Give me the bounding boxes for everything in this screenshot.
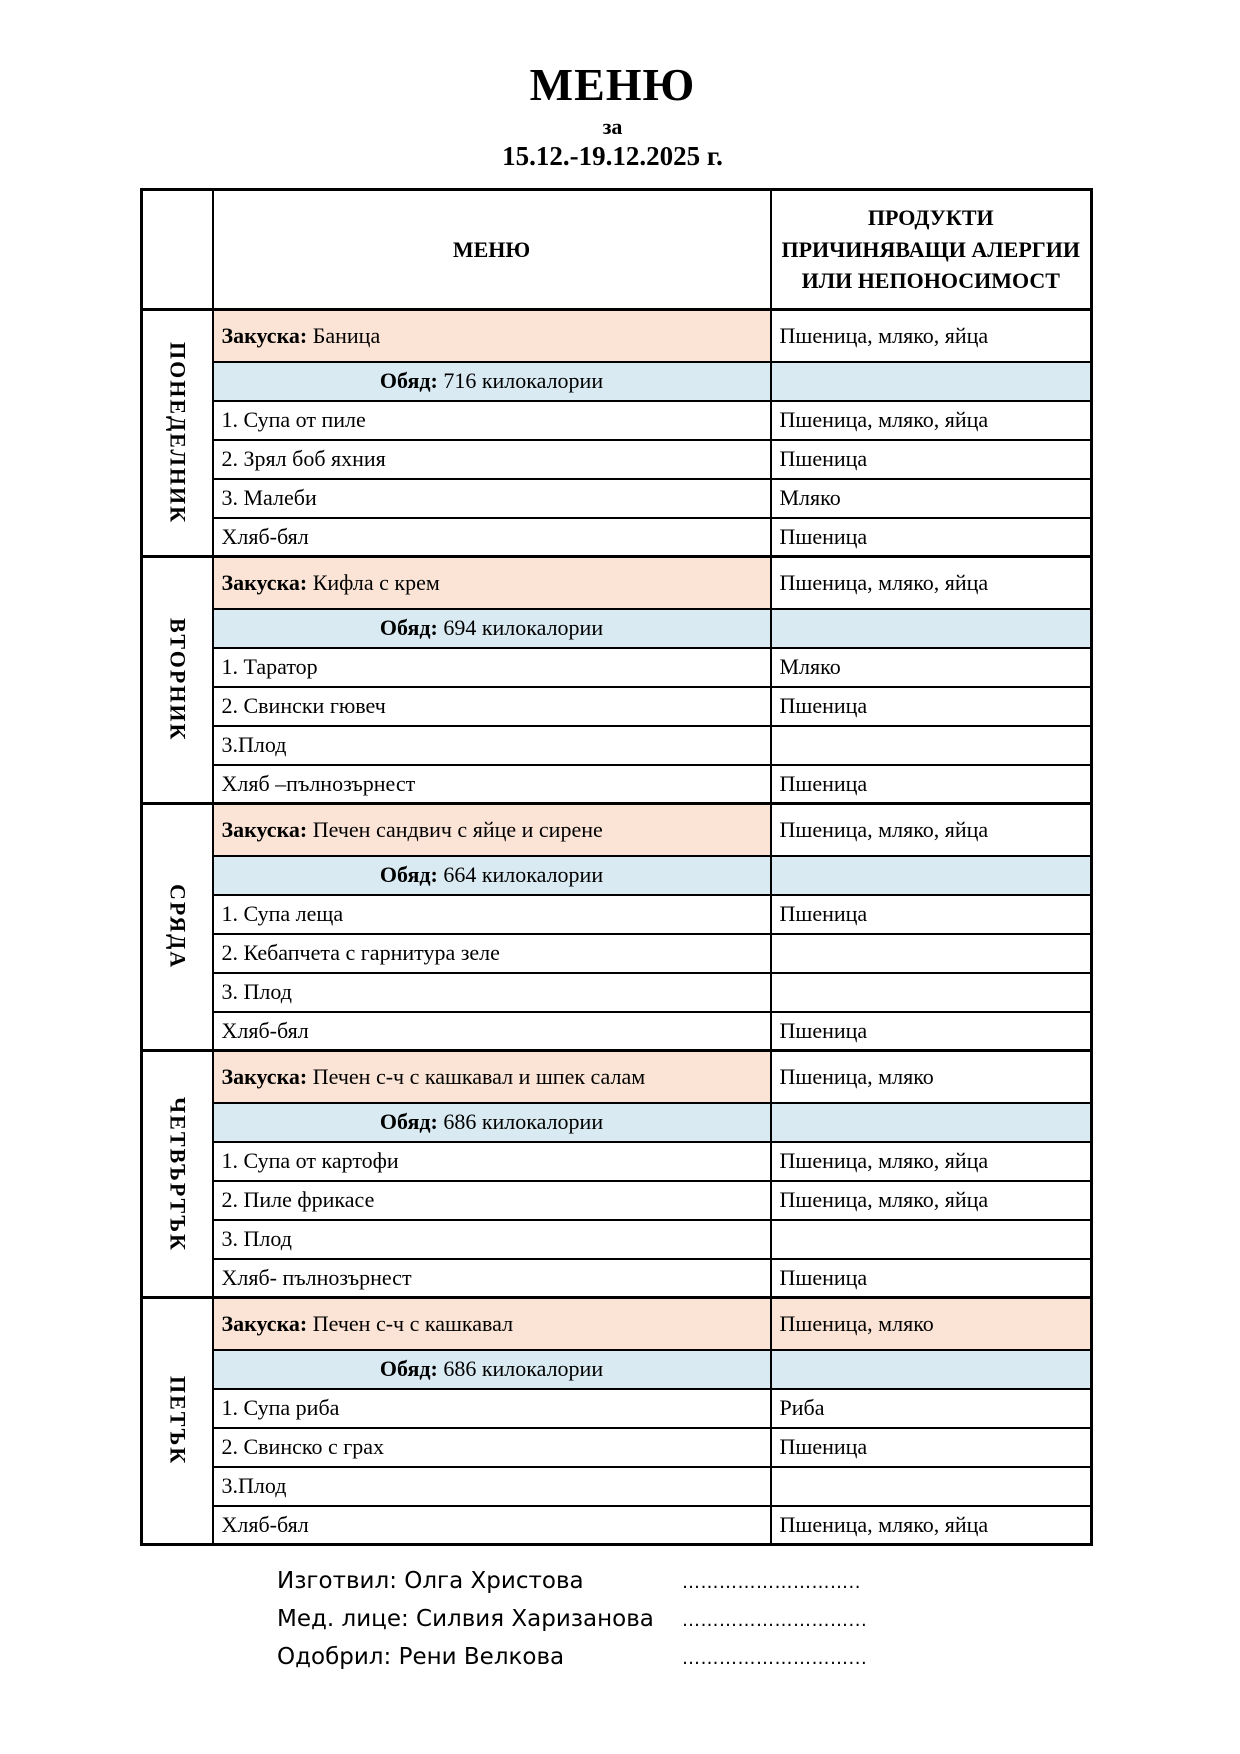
menu-item-row bbox=[142, 973, 1092, 1012]
menu-item-row bbox=[142, 479, 1092, 518]
lunch-allergens-cell bbox=[771, 1350, 1092, 1389]
menu-item-row bbox=[142, 1467, 1092, 1506]
lunch-text: 694 килокалории bbox=[443, 615, 604, 640]
menu-item-row bbox=[142, 934, 1092, 973]
breakfast-label: Закуска: bbox=[221, 816, 308, 842]
day-label: ВТОРНИК bbox=[165, 618, 191, 742]
lunch-label: Обяд: bbox=[379, 1356, 438, 1381]
breakfast-cell bbox=[213, 557, 771, 609]
breakfast-cell bbox=[213, 804, 771, 856]
item-allergens-cell: Мляко bbox=[771, 648, 1092, 687]
day-lunch-row bbox=[142, 856, 1092, 895]
breakfast-label: Закуска: bbox=[221, 1063, 308, 1089]
day-breakfast-row bbox=[142, 1298, 1092, 1350]
menu-item-cell: 2. Кебапчета с гарнитура зеле bbox=[213, 934, 771, 973]
item-allergens-cell: Пшеница, мляко, яйца bbox=[771, 1142, 1092, 1181]
breakfast-allergens-cell: Пшеница, мляко, яйца bbox=[771, 804, 1092, 856]
item-allergens-cell: Риба bbox=[771, 1389, 1092, 1428]
day-label: ПОНЕДЕЛНИК bbox=[165, 341, 191, 525]
menu-item-row bbox=[142, 1181, 1092, 1220]
breakfast-text: Печен с-ч с кашкавал и шпек салам bbox=[312, 1063, 646, 1089]
menu-item-row bbox=[142, 401, 1092, 440]
signature-row-medical-person bbox=[277, 1606, 867, 1644]
lunch-cell bbox=[213, 1103, 771, 1142]
breakfast-label: Закуска: bbox=[221, 569, 308, 595]
menu-item-cell: 3. Плод bbox=[213, 973, 771, 1012]
menu-item-row bbox=[142, 1012, 1092, 1051]
page-title: МЕНЮ bbox=[529, 59, 696, 110]
item-allergens-cell bbox=[771, 973, 1092, 1012]
menu-item-cell: 1. Супа от пиле bbox=[213, 401, 771, 440]
day-lunch-row bbox=[142, 362, 1092, 401]
day-label: СРЯДА bbox=[165, 884, 191, 970]
allergen-header-line: ПРИЧИНЯВАЩИ АЛЕРГИИ bbox=[781, 236, 1080, 262]
menu-item-row bbox=[142, 1259, 1092, 1298]
lunch-label: Обяд: bbox=[379, 1109, 438, 1134]
menu-item-cell: 1. Супа риба bbox=[213, 1389, 771, 1428]
lunch-text: 686 килокалории bbox=[443, 1109, 604, 1134]
menu-item-row bbox=[142, 1142, 1092, 1181]
lunch-label: Обяд: bbox=[379, 615, 438, 640]
allergen-header-line: ИЛИ НЕПОНОСИМОСТ bbox=[801, 268, 1060, 294]
menu-item-cell: Хляб –пълнозърнест bbox=[213, 765, 771, 804]
menu-item-cell: Хляб- пълнозърнест bbox=[213, 1259, 771, 1298]
signature-label: Одобрил: Рени Велкова bbox=[277, 1644, 565, 1670]
menu-item-cell: 2. Свинско с грах bbox=[213, 1428, 771, 1467]
lunch-label: Обяд: bbox=[379, 862, 438, 887]
menu-item-cell: 3.Плод bbox=[213, 726, 771, 765]
menu-item-cell: Хляб-бял bbox=[213, 1506, 771, 1545]
item-allergens-cell: Пшеница bbox=[771, 1428, 1092, 1467]
menu-item-row bbox=[142, 1506, 1092, 1545]
lunch-allergens-cell bbox=[771, 609, 1092, 648]
menu-item-cell: 2. Пиле фрикасе bbox=[213, 1181, 771, 1220]
day-cell bbox=[142, 804, 213, 1051]
signature-label: Мед. лице: Силвия Харизанова bbox=[277, 1606, 654, 1632]
menu-item-row bbox=[142, 518, 1092, 557]
breakfast-allergens-cell: Пшеница, мляко, яйца bbox=[771, 310, 1092, 362]
signature-row-approved-by bbox=[277, 1644, 867, 1682]
lunch-allergens-cell bbox=[771, 1103, 1092, 1142]
menu-item-cell: 1. Супа леща bbox=[213, 895, 771, 934]
item-allergens-cell bbox=[771, 726, 1092, 765]
lunch-text: 716 килокалории bbox=[443, 368, 604, 393]
lunch-cell bbox=[213, 609, 771, 648]
day-cell bbox=[142, 1298, 213, 1545]
breakfast-allergens-cell: Пшеница, мляко, яйца bbox=[771, 557, 1092, 609]
menu-item-row bbox=[142, 687, 1092, 726]
corner-cell bbox=[142, 190, 213, 310]
weekly-menu-table bbox=[140, 188, 1093, 1546]
lunch-cell bbox=[213, 856, 771, 895]
day-label: ЧЕТВЪРТЪК bbox=[165, 1096, 191, 1252]
menu-item-row bbox=[142, 895, 1092, 934]
menu-item-cell: 1. Супа от картофи bbox=[213, 1142, 771, 1181]
menu-item-row bbox=[142, 1428, 1092, 1467]
title-subtext: за bbox=[602, 113, 623, 139]
day-cell bbox=[142, 310, 213, 557]
day-label: ПЕТЪК bbox=[165, 1376, 191, 1466]
lunch-cell bbox=[213, 1350, 771, 1389]
document-heading bbox=[135, 60, 1090, 171]
breakfast-label: Закуска: bbox=[221, 322, 308, 348]
breakfast-cell bbox=[213, 310, 771, 362]
signature-label: Изготвил: Олга Христова bbox=[277, 1568, 584, 1594]
breakfast-allergens-cell: Пшеница, мляко bbox=[771, 1051, 1092, 1103]
breakfast-cell bbox=[213, 1051, 771, 1103]
lunch-label: Обяд: bbox=[379, 368, 438, 393]
day-cell bbox=[142, 1051, 213, 1298]
menu-item-cell: 2. Зрял боб яхния bbox=[213, 440, 771, 479]
item-allergens-cell: Пшеница bbox=[771, 518, 1092, 557]
menu-column-header: МЕНЮ bbox=[213, 190, 771, 310]
lunch-cell bbox=[213, 362, 771, 401]
menu-item-row bbox=[142, 726, 1092, 765]
item-allergens-cell: Пшеница bbox=[771, 895, 1092, 934]
day-breakfast-row bbox=[142, 557, 1092, 609]
menu-item-row bbox=[142, 440, 1092, 479]
breakfast-text: Печен сандвич с яйце и сирене bbox=[312, 816, 603, 842]
menu-item-cell: Хляб-бял bbox=[213, 1012, 771, 1051]
item-allergens-cell: Пшеница bbox=[771, 1259, 1092, 1298]
day-lunch-row bbox=[142, 1350, 1092, 1389]
menu-item-cell: 3. Плод bbox=[213, 1220, 771, 1259]
item-allergens-cell: Пшеница, мляко, яйца bbox=[771, 1181, 1092, 1220]
lunch-allergens-cell bbox=[771, 856, 1092, 895]
item-allergens-cell: Пшеница, мляко, яйца bbox=[771, 1506, 1092, 1545]
day-breakfast-row bbox=[142, 1051, 1092, 1103]
lunch-text: 686 килокалории bbox=[443, 1356, 604, 1381]
item-allergens-cell: Пшеница bbox=[771, 1012, 1092, 1051]
item-allergens-cell bbox=[771, 1220, 1092, 1259]
menu-item-row bbox=[142, 765, 1092, 804]
day-lunch-row bbox=[142, 609, 1092, 648]
menu-item-cell: 3. Малеби bbox=[213, 479, 771, 518]
signature-row-prepared-by bbox=[277, 1568, 867, 1606]
item-allergens-cell: Пшеница bbox=[771, 687, 1092, 726]
breakfast-text: Кифла с крем bbox=[312, 569, 440, 595]
table-header-row bbox=[142, 190, 1092, 310]
title-date-range: 15.12.-19.12.2025 г. bbox=[502, 140, 723, 171]
signature-block bbox=[277, 1568, 867, 1682]
signature-dotted-line: ………………………... bbox=[682, 1610, 868, 1631]
allergen-header-line: ПРОДУКТИ bbox=[867, 204, 994, 230]
lunch-text: 664 килокалории bbox=[443, 862, 604, 887]
item-allergens-cell: Пшеница bbox=[771, 440, 1092, 479]
menu-item-row bbox=[142, 648, 1092, 687]
day-lunch-row bbox=[142, 1103, 1092, 1142]
allergen-column-header bbox=[771, 190, 1092, 310]
item-allergens-cell: Мляко bbox=[771, 479, 1092, 518]
breakfast-text: Баница bbox=[312, 322, 381, 348]
breakfast-cell bbox=[213, 1298, 771, 1350]
menu-item-cell: 1. Таратор bbox=[213, 648, 771, 687]
signature-dotted-line: ………………………... bbox=[682, 1648, 868, 1669]
menu-item-cell: 2. Свински гювеч bbox=[213, 687, 771, 726]
day-cell bbox=[142, 557, 213, 804]
day-breakfast-row bbox=[142, 804, 1092, 856]
item-allergens-cell: Пшеница, мляко, яйца bbox=[771, 401, 1092, 440]
item-allergens-cell bbox=[771, 1467, 1092, 1506]
signature-dotted-line: ……………………….. bbox=[682, 1572, 861, 1593]
menu-item-row bbox=[142, 1389, 1092, 1428]
item-allergens-cell bbox=[771, 934, 1092, 973]
menu-item-cell: 3.Плод bbox=[213, 1467, 771, 1506]
day-breakfast-row bbox=[142, 310, 1092, 362]
breakfast-allergens-cell: Пшеница, мляко bbox=[771, 1298, 1092, 1350]
breakfast-text: Печен с-ч с кашкавал bbox=[312, 1310, 514, 1336]
item-allergens-cell: Пшеница bbox=[771, 765, 1092, 804]
menu-item-row bbox=[142, 1220, 1092, 1259]
breakfast-label: Закуска: bbox=[221, 1310, 308, 1336]
menu-item-cell: Хляб-бял bbox=[213, 518, 771, 557]
lunch-allergens-cell bbox=[771, 362, 1092, 401]
